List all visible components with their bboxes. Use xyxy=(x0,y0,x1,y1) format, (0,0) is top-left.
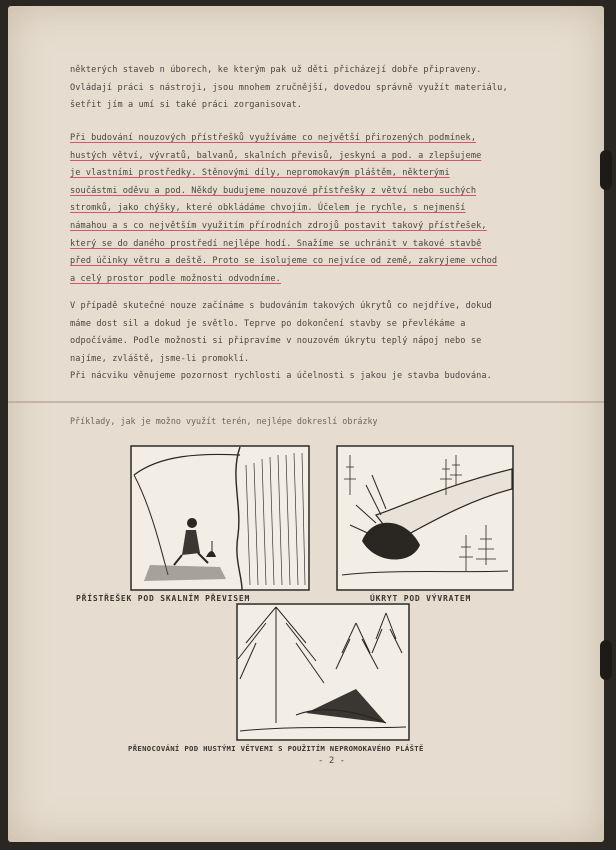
binder-hole-top xyxy=(600,150,612,190)
dense-branches-illustration xyxy=(236,603,410,741)
examples-label: Příklady, jak je možno využít terén, nejlépe dokreslí obrázky xyxy=(70,416,378,426)
figure-caption-uprooted: ÚKRYT POD VÝVRATEM xyxy=(370,594,472,603)
uprooted-tree-illustration xyxy=(336,445,514,591)
paragraph-shelters: Při budování nouzových přístřešků využíváme co největší přirozených podmínek, hustých větví, vývratů, balvanů, skalních převisů, jeskyní a pod. a zlepšujeme je vlastními prostředky. Stěnovými díly, nepromokavým pláštěm, některými součástmi oděvu a pod. Někdy budujeme nouzové přístřešky z větví nebo suchých stromků, jako chýšky, které obkládáme chvojím. Účelem je rychle, s nejmenší námahou a s co největším využitím přírodních zdrojů postavit takový přístřešek, který se do daného prostředí nejlépe hodí. Snažíme se uchránit v takové stavbě před účinky větru a deště. Proto se isolujeme co nejvíce od země, zakryjeme vchod a celý prostor podle možnosti odvodníme. xyxy=(70,133,498,284)
figure-caption-branches: PŘENOCOVÁNÍ POD HUSTÝMI VĚTVEMI S POUŽITÍM NEPROMOKAVÉHO PLÁŠTĚ xyxy=(128,744,424,753)
paragraph-emergency: V případě skutečné nouze začínáme s budováním takových úkrytů co nejdříve, dokud máme dost sil a dokud je světlo. Teprve po dokončení stavby se převlékáme a odpočíváme. Podle možnosti si připravíme v nouzovém úkrytu teplý nápoj nebo se najíme, zvláště, jsme-li promoklí. Při nácviku věnujeme pozornost rychlosti a účelnosti s jakou je stavba budována. xyxy=(70,301,492,382)
paragraph-intro: některých staveb n úborech, ke kterým pak už děti přicházejí dobře připraveny. Ovládají práci s nástroji, jsou mnohem zručnější, dovedou správně využít materiálu, šetřit jím a umí si také práci zorganisovat. xyxy=(70,65,508,111)
paper-fold xyxy=(8,401,604,403)
binder-hole-bottom xyxy=(600,640,612,680)
document-page xyxy=(8,6,604,842)
figure-caption-overhang: PŘÍSTŘEŠEK POD SKALNÍM PŘEVISEM xyxy=(76,594,251,603)
rock-overhang-illustration xyxy=(130,445,310,591)
page-number: - 2 - xyxy=(318,756,346,766)
